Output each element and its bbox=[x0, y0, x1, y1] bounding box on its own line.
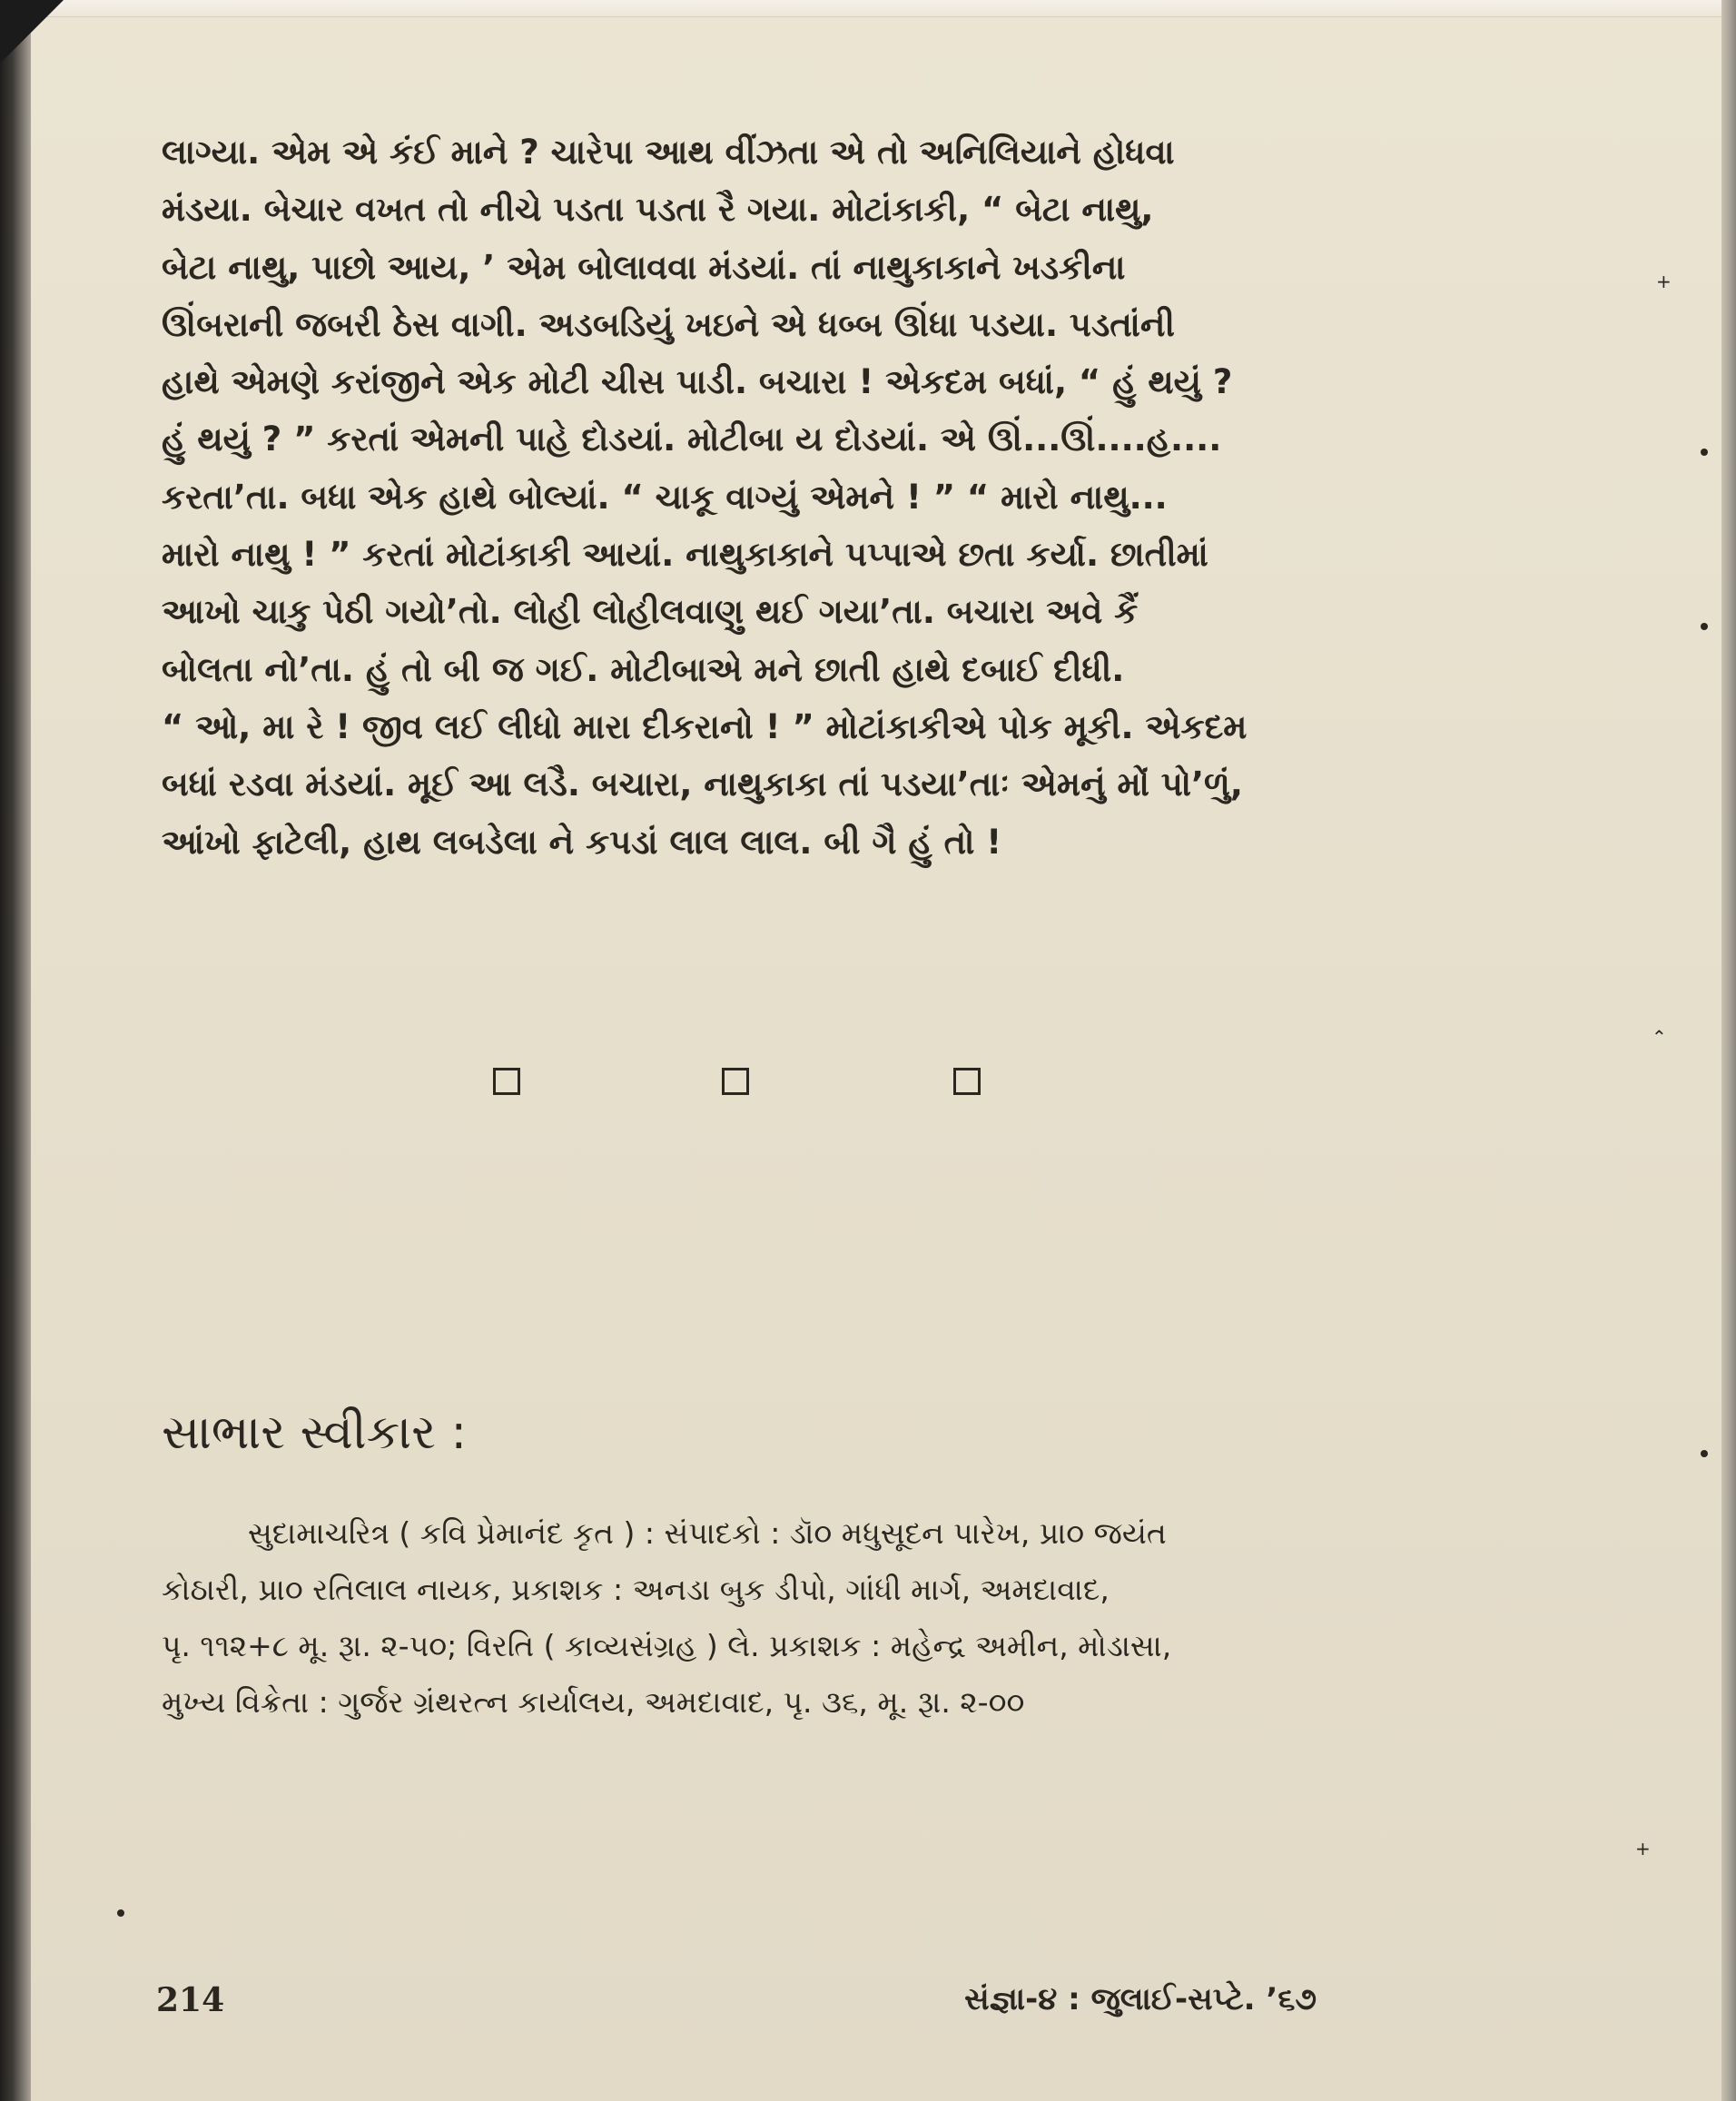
ink-speck bbox=[1701, 449, 1708, 456]
square-ornament bbox=[953, 1068, 981, 1095]
page-number: 214 bbox=[156, 1981, 225, 2019]
text-line: બોલતા નો’તા. હું તો બી જ ગઈ. મોટીબાએ મને છાતી હાથે દબાઈ દીધી. bbox=[162, 649, 1125, 689]
ack-line: પૃ. ૧૧૨+૮ મૂ. રૂા. ૨-૫૦; વિરતિ ( કાવ્યસંગ્રહ ) લે. પ્રકાશક : મહેન્દ્ર અમીન, મોડાસા, bbox=[162, 1628, 1172, 1663]
text-line: મારો નાથુ ! ” કરતાં મોટાંકાકી આયાં. નાથુકાકાને પપ્પાએ છતા કર્યા. છાતીમાં bbox=[162, 535, 1208, 575]
text-line: કરતા’તા. બધા એક હાથે બોલ્યાં. “ ચાકૂ વાગ્યું એમને ! ” “ મારો નાથુ... bbox=[162, 477, 1168, 517]
scan-mark: + bbox=[1635, 1838, 1651, 1859]
page-right-edge bbox=[1721, 0, 1736, 2101]
ink-speck bbox=[1701, 623, 1708, 630]
text-line: હું થયું ? ” કરતાં એમની પાહે દોડયાં. મોટીબા ય દોડયાં. એ ઊં...ઊં....હ.... bbox=[162, 419, 1222, 459]
scan-mark: + bbox=[1656, 271, 1672, 292]
section-title: સાભાર સ્વીકાર : bbox=[162, 1406, 468, 1460]
story-text bbox=[162, 123, 1319, 871]
text-line: “ ઓ, મા રે ! જીવ લઈ લીધો મારા દીકરાનો ! ” મોટાંકાકીએ પોક મૂકી. એકદમ bbox=[162, 706, 1248, 746]
text-line: બેટા નાથુ, પાછો આય, ’ એમ બોલાવવા મંડયાં. તાં નાથુકાકાને ખડકીના bbox=[162, 247, 1126, 287]
acknowledgement-text bbox=[162, 1505, 1319, 1731]
binding-shadow bbox=[0, 0, 31, 2101]
journal-footer: સંજ્ઞા-૪ : જુલાઈ-સપ્ટે. ’૬૭ bbox=[964, 1981, 1317, 2017]
square-ornament bbox=[722, 1068, 749, 1095]
square-ornament bbox=[493, 1068, 520, 1095]
text-line: આખો ચાકુ પેઠી ગયો’તો. લોહી લોહીલવાણુ થઈ ગયા’તા. બચારા અવે કૈં bbox=[162, 592, 1139, 632]
section-break-ornaments bbox=[0, 1068, 1736, 1100]
text-line: ઊંબરાની જબરી ઠેસ વાગી. અડબડિયું ખઇને એ ધબ્બ ઊંધા પડયા. પડતાંની bbox=[162, 304, 1176, 344]
text-line: હાથે એમણે કરાંજીને એક મોટી ચીસ પાડી. બચારા ! એકદમ બધાં, “ હું થયું ? bbox=[162, 362, 1233, 402]
scan-mark: ⌃ bbox=[1652, 1026, 1667, 1048]
page-top-edge bbox=[27, 0, 1736, 17]
text-line: મંડયા. બેચાર વખત તો નીચે પડતા પડતા રૈ ગયા. મોટાંકાકી, “ બેટા નાથુ, bbox=[162, 190, 1154, 230]
text-line: બધાં રડવા મંડયાં. મૂઈ આ લડૈ. બચારા, નાથુકાકા તાં પડયા’તાઃ એમનું મોં પો’ળું, bbox=[162, 764, 1243, 804]
text-line: આંખો ફાટેલી, હાથ લબડેલા ને કપડાં લાલ લાલ. બી ગૈ હું તો ! bbox=[162, 822, 1002, 862]
text-line: લાગ્યા. એમ એ કંઈ માને ? ચારેપા આથ વીંઝતા એ તો અનિલિયાને હોધવા bbox=[162, 133, 1175, 172]
ack-line: કોઠારી, પ્રા૦ રતિલાલ નાયક, પ્રકાશક : અનડા બુક ડીપો, ગાંધી માર્ગ, અમદાવાદ, bbox=[162, 1572, 1110, 1607]
ack-line: સુદામાચરિત્ર ( કવિ પ્રેમાનંદ કૃત ) : સંપાદકો : ડૉ૦ મધુસૂદન પારેખ, પ્રા૦ જયંત bbox=[248, 1515, 1167, 1551]
ink-speck bbox=[117, 1909, 124, 1917]
folded-corner bbox=[0, 0, 64, 64]
ack-line: મુખ્ય વિક્રેતા : ગુર્જર ગ્રંથરત્ન કાર્યાલય, અમદાવાદ, પૃ. ૩૬, મૂ. રૂા. ૨-૦૦ bbox=[162, 1684, 1025, 1720]
ink-speck bbox=[1701, 1450, 1708, 1457]
